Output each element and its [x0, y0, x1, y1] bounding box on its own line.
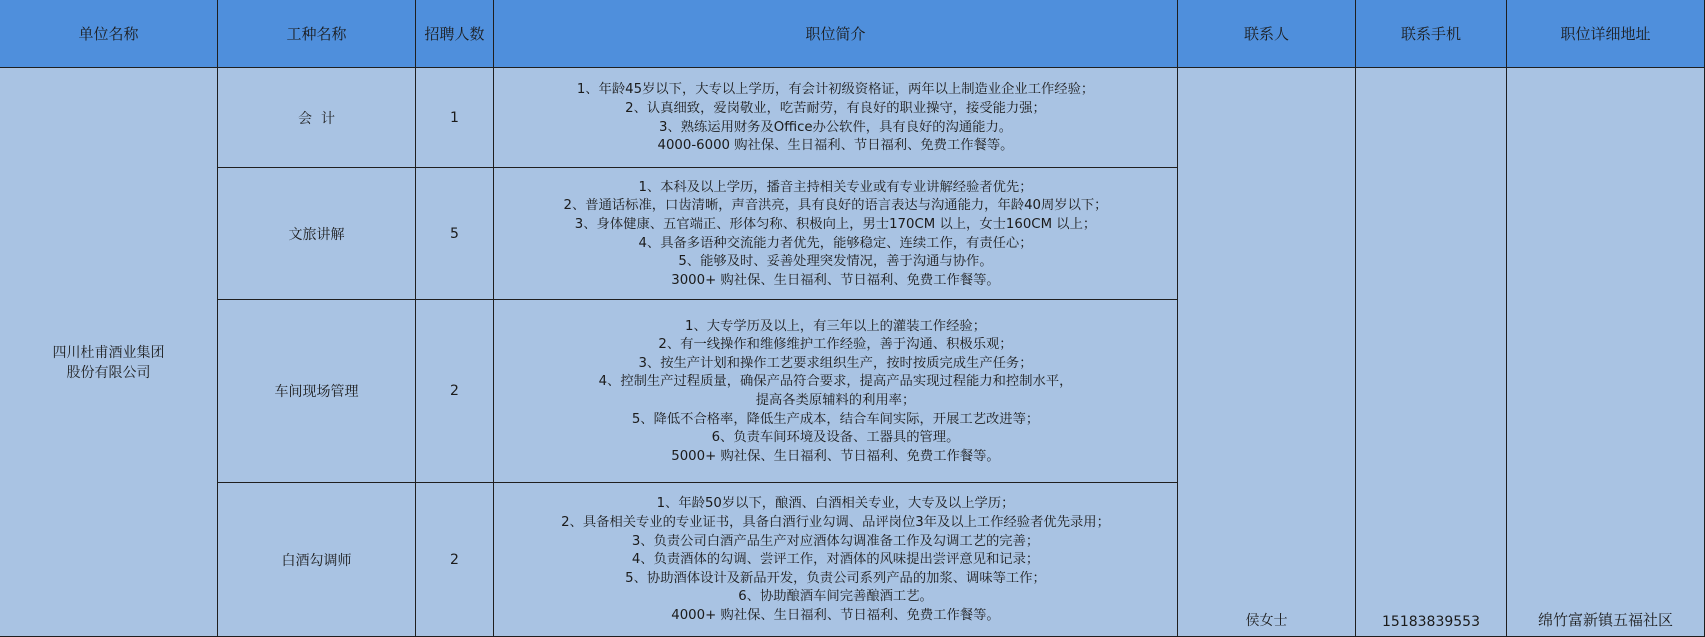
description-line: 6、协助酿酒车间完善酿酒工艺。 [738, 589, 933, 605]
job-title-cell[interactable]: 会 计 [218, 68, 416, 168]
description-line: 2、普通话标准，口齿清晰，声音洪亮，具有良好的语言表达与沟通能力，年龄40周岁以下； [563, 198, 1108, 214]
header-address[interactable]: 职位详细地址 [1507, 0, 1705, 68]
description-line: 提高各类原辅料的利用率； [755, 393, 916, 408]
description-line: 1、本科及以上学历，播音主持相关专业或有专业讲解经验者优先； [638, 179, 1033, 195]
description-cell[interactable] [494, 483, 1178, 637]
header-unit[interactable]: 单位名称 [0, 0, 218, 68]
headcount-cell[interactable]: 5 [416, 168, 494, 300]
description-line: 5000+ 购社保、生日福利、节日福利、免费工作餐等。 [671, 448, 1000, 464]
description-line: 1、年龄50岁以下，酿酒、白酒相关专业，大专及以上学历； [656, 496, 1015, 512]
description-line: 2、有一线操作和维修维护工作经验，善于沟通、积极乐观； [658, 337, 1013, 353]
description-line: 5、降低不合格率，降低生产成本，结合车间实际，开展工艺改进等； [631, 411, 1040, 427]
job-title-cell[interactable]: 文旅讲解 [218, 168, 416, 300]
description-line: 3、按生产计划和操作工艺要求组织生产，按时按质完成生产任务； [638, 355, 1033, 371]
description-line: 4000+ 购社保、生日福利、节日福利、免费工作餐等。 [671, 607, 1000, 623]
headcount-cell[interactable]: 1 [416, 68, 494, 168]
description-line: 3、身体健康、五官端正、形体匀称、积极向上，男士170CM 以上，女士160CM 以上； [574, 216, 1097, 232]
header-description[interactable]: 职位简介 [494, 0, 1178, 68]
headcount-cell[interactable]: 2 [416, 483, 494, 637]
job-title-cell[interactable]: 白酒勾调师 [218, 483, 416, 637]
description-line: 5、协助酒体设计及新品开发，负责公司系列产品的加浆、调味等工作； [625, 570, 1046, 586]
job-title-cell[interactable]: 车间现场管理 [218, 300, 416, 483]
header-headcount[interactable]: 招聘人数 [416, 0, 494, 68]
description-cell[interactable] [494, 68, 1178, 168]
contact-person-cell[interactable]: 侯女士 [1178, 68, 1356, 637]
contact-phone-cell[interactable]: 15183839553 [1356, 68, 1507, 637]
description-line: 4、具备多语种交流能力者优先，能够稳定、连续工作，有责任心； [638, 235, 1033, 251]
description-line: 6、负责车间环境及设备、工器具的管理。 [711, 430, 960, 446]
description-line: 2、认真细致，爱岗敬业，吃苦耐劳，有良好的职业操守，接受能力强； [625, 100, 1046, 116]
header-job-type[interactable]: 工种名称 [218, 0, 416, 68]
description-line: 4、负责酒体的勾调、尝评工作，对酒体的风味提出尝评意见和记录； [631, 552, 1040, 568]
description-line: 2、具备相关专业的专业证书，具备白酒行业勾调、品评岗位3年及以上工作经验者优先录用； [561, 515, 1110, 531]
description-line: 3、负责公司白酒产品生产对应酒体勾调准备工作及勾调工艺的完善； [631, 533, 1040, 549]
description-line: 3000+ 购社保、生日福利、节日福利、免费工作餐等。 [671, 272, 1000, 288]
headcount-cell[interactable]: 2 [416, 300, 494, 483]
description-line: 1、年龄45岁以下，大专以上学历，有会计初级资格证，两年以上制造业企业工作经验； [576, 82, 1095, 98]
description-line: 4000-6000 购社保、生日福利、节日福利、免费工作餐等。 [657, 138, 1014, 154]
description-line: 3、熟练运用财务及Office办公软件，具有良好的沟通能力。 [658, 119, 1013, 135]
header-phone[interactable]: 联系手机 [1356, 0, 1507, 68]
description-line: 1、大专学历及以上，有三年以上的灌装工作经验； [685, 318, 986, 334]
description-cell[interactable] [494, 168, 1178, 300]
company-name-line1: 四川杜甫酒业集团 [52, 345, 165, 361]
job-address-cell[interactable]: 绵竹富新镇五福社区 [1507, 68, 1705, 637]
description-line: 4、控制生产过程质量，确保产品符合要求，提高产品实现过程能力和控制水平， [598, 374, 1073, 390]
company-name-cell[interactable] [0, 68, 218, 637]
description-cell[interactable] [494, 300, 1178, 483]
company-name-line2: 股份有限公司 [66, 365, 151, 381]
description-line: 5、能够及时、妥善处理突发情况，善于沟通与协作。 [678, 254, 993, 270]
header-contact[interactable]: 联系人 [1178, 0, 1356, 68]
